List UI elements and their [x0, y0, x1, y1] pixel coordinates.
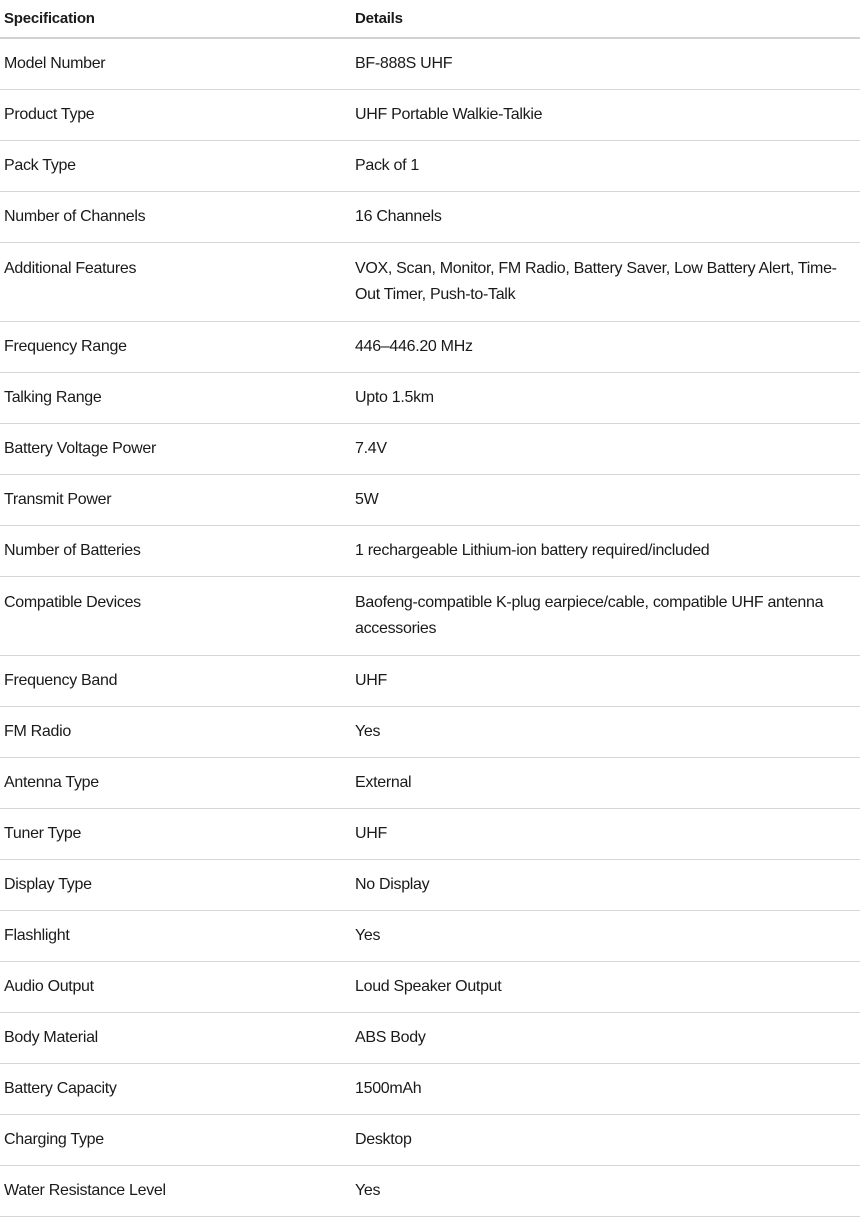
spec-value: Desktop — [351, 1114, 860, 1165]
spec-name: Body Material — [0, 1012, 351, 1063]
spec-value: 16 Channels — [351, 191, 860, 242]
header-details: Details — [351, 0, 860, 38]
table-row — [0, 242, 860, 321]
spec-value: ABS Body — [351, 1012, 860, 1063]
table-row — [0, 372, 860, 423]
spec-value: 446–446.20 MHz — [351, 321, 860, 372]
table-row — [0, 910, 860, 961]
table-row — [0, 655, 860, 706]
spec-name: Audio Output — [0, 961, 351, 1012]
spec-value: UHF — [351, 655, 860, 706]
spec-name: Antenna Type — [0, 757, 351, 808]
spec-name: Number of Channels — [0, 191, 351, 242]
spec-name: Talking Range — [0, 372, 351, 423]
table-row — [0, 321, 860, 372]
table-row — [0, 474, 860, 525]
table-row — [0, 191, 860, 242]
header-specification: Specification — [0, 0, 351, 38]
spec-name: Compatible Devices — [0, 576, 351, 655]
spec-value: Yes — [351, 706, 860, 757]
spec-name: Product Type — [0, 89, 351, 140]
table-row — [0, 757, 860, 808]
spec-value: Loud Speaker Output — [351, 961, 860, 1012]
spec-value: Pack of 1 — [351, 140, 860, 191]
spec-name: Battery Capacity — [0, 1063, 351, 1114]
spec-name: Additional Features — [0, 242, 351, 321]
table-row — [0, 423, 860, 474]
spec-name: FM Radio — [0, 706, 351, 757]
table-row — [0, 525, 860, 576]
table-row — [0, 576, 860, 655]
table-row — [0, 961, 860, 1012]
spec-name: Charging Type — [0, 1114, 351, 1165]
table-row — [0, 1012, 860, 1063]
table-row — [0, 140, 860, 191]
spec-value: VOX, Scan, Monitor, FM Radio, Battery Saver, Low Battery Alert, Time-Out Timer, Push-to-Talk — [351, 242, 860, 321]
table-header — [0, 0, 860, 38]
spec-value: UHF Portable Walkie-Talkie — [351, 89, 860, 140]
table-row — [0, 1114, 860, 1165]
spec-value: 1 rechargeable Lithium-ion battery required/included — [351, 525, 860, 576]
spec-name: Pack Type — [0, 140, 351, 191]
spec-name: Display Type — [0, 859, 351, 910]
table-body — [0, 38, 860, 1216]
spec-value: 1500mAh — [351, 1063, 860, 1114]
spec-value: External — [351, 757, 860, 808]
spec-value: 5W — [351, 474, 860, 525]
table-row — [0, 706, 860, 757]
spec-value: No Display — [351, 859, 860, 910]
spec-value: Yes — [351, 910, 860, 961]
spec-value: Upto 1.5km — [351, 372, 860, 423]
spec-name: Water Resistance Level — [0, 1165, 351, 1216]
spec-value: Baofeng-compatible K-plug earpiece/cable, compatible UHF antenna accessories — [351, 576, 860, 655]
spec-name: Frequency Range — [0, 321, 351, 372]
spec-value: BF-888S UHF — [351, 38, 860, 89]
spec-name: Frequency Band — [0, 655, 351, 706]
spec-value: 7.4V — [351, 423, 860, 474]
header-row — [0, 0, 860, 38]
spec-name: Battery Voltage Power — [0, 423, 351, 474]
table-row — [0, 859, 860, 910]
table-row — [0, 808, 860, 859]
spec-name: Model Number — [0, 38, 351, 89]
spec-name: Tuner Type — [0, 808, 351, 859]
spec-name: Flashlight — [0, 910, 351, 961]
spec-name: Number of Batteries — [0, 525, 351, 576]
spec-name: Transmit Power — [0, 474, 351, 525]
spec-value: UHF — [351, 808, 860, 859]
table-row — [0, 89, 860, 140]
table-row — [0, 1165, 860, 1216]
table-row — [0, 1063, 860, 1114]
table-row — [0, 38, 860, 89]
spec-value: Yes — [351, 1165, 860, 1216]
